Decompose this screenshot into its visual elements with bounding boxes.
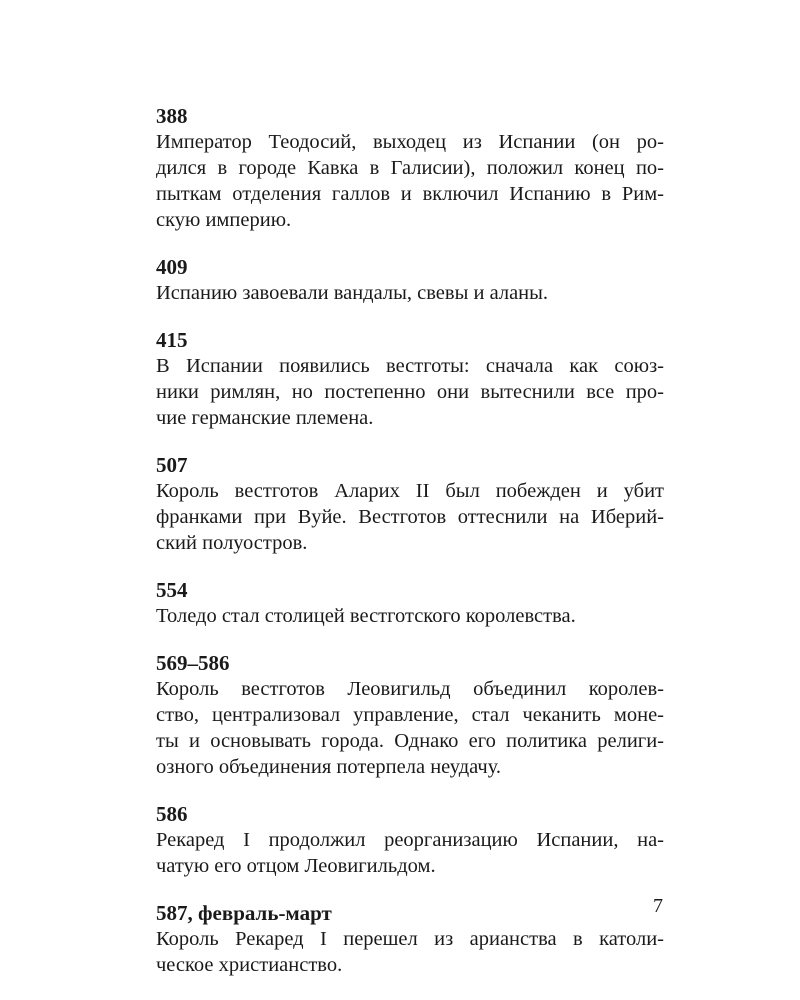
entry-year: 388: [156, 104, 188, 128]
chronology-entry: [156, 452, 664, 556]
entry-year: 409: [156, 255, 188, 279]
chronology-entry: [156, 254, 664, 306]
entry-year: 554: [156, 578, 188, 602]
entry-year: 586: [156, 802, 188, 826]
entry-text-line: ты и основывать города. Однако его политика религи-: [156, 730, 664, 752]
chronology-page: [156, 103, 664, 999]
entry-text-line: чатую его отцом Леовигильдом.: [156, 855, 436, 877]
entry-text-line: чие германские племена.: [156, 407, 374, 429]
entry-text-line: озного объединения потерпела неудачу.: [156, 756, 502, 778]
chronology-entry: [156, 103, 664, 233]
entry-text-line: ство, централизовал управление, стал чеканить моне-: [156, 704, 664, 726]
entry-year: 507: [156, 453, 188, 477]
entry-text-line: Король Рекаред I перешел из арианства в католи-: [156, 928, 664, 950]
entry-text-line: дился в городе Кавка в Галисии), положил конец по-: [156, 157, 664, 179]
chronology-entry: [156, 801, 664, 879]
page-number: 7: [653, 895, 663, 917]
entry-text-line: ники римлян, но постепенно они вытеснили все про-: [156, 381, 664, 403]
entry-text-line: В Испании появились вестготы: сначала как союз-: [156, 355, 664, 377]
entry-text-line: ский полуостров.: [156, 532, 308, 554]
chronology-entry: [156, 577, 664, 629]
entry-text-line: Испанию завоевали вандалы, свевы и аланы.: [156, 282, 549, 304]
entry-text-line: пыткам отделения галлов и включил Испанию в Рим-: [156, 183, 664, 205]
entry-year: 415: [156, 328, 188, 352]
chronology-entry: [156, 327, 664, 431]
entry-text-line: Король вестготов Аларих II был побежден и убит: [156, 480, 664, 502]
entry-text-line: Толедо стал столицей вестготского королевства.: [156, 605, 576, 627]
chronology-entry: [156, 900, 664, 978]
entry-text-line: Император Теодосий, выходец из Испании (он ро-: [156, 131, 664, 153]
chronology-entry: [156, 650, 664, 780]
entry-year: 569–586: [156, 651, 230, 675]
entry-text-line: Рекаред I продолжил реорганизацию Испании, на-: [156, 829, 664, 851]
entry-text-line: франками при Вуйе. Вестготов оттеснили на Иберий-: [156, 506, 664, 528]
entry-text-line: скую империю.: [156, 209, 292, 231]
entry-year: 587, февраль-март: [156, 901, 332, 925]
entry-text-line: Король вестготов Леовигильд объединил королев-: [156, 678, 664, 700]
entry-text-line: ческое христианство.: [156, 954, 343, 976]
